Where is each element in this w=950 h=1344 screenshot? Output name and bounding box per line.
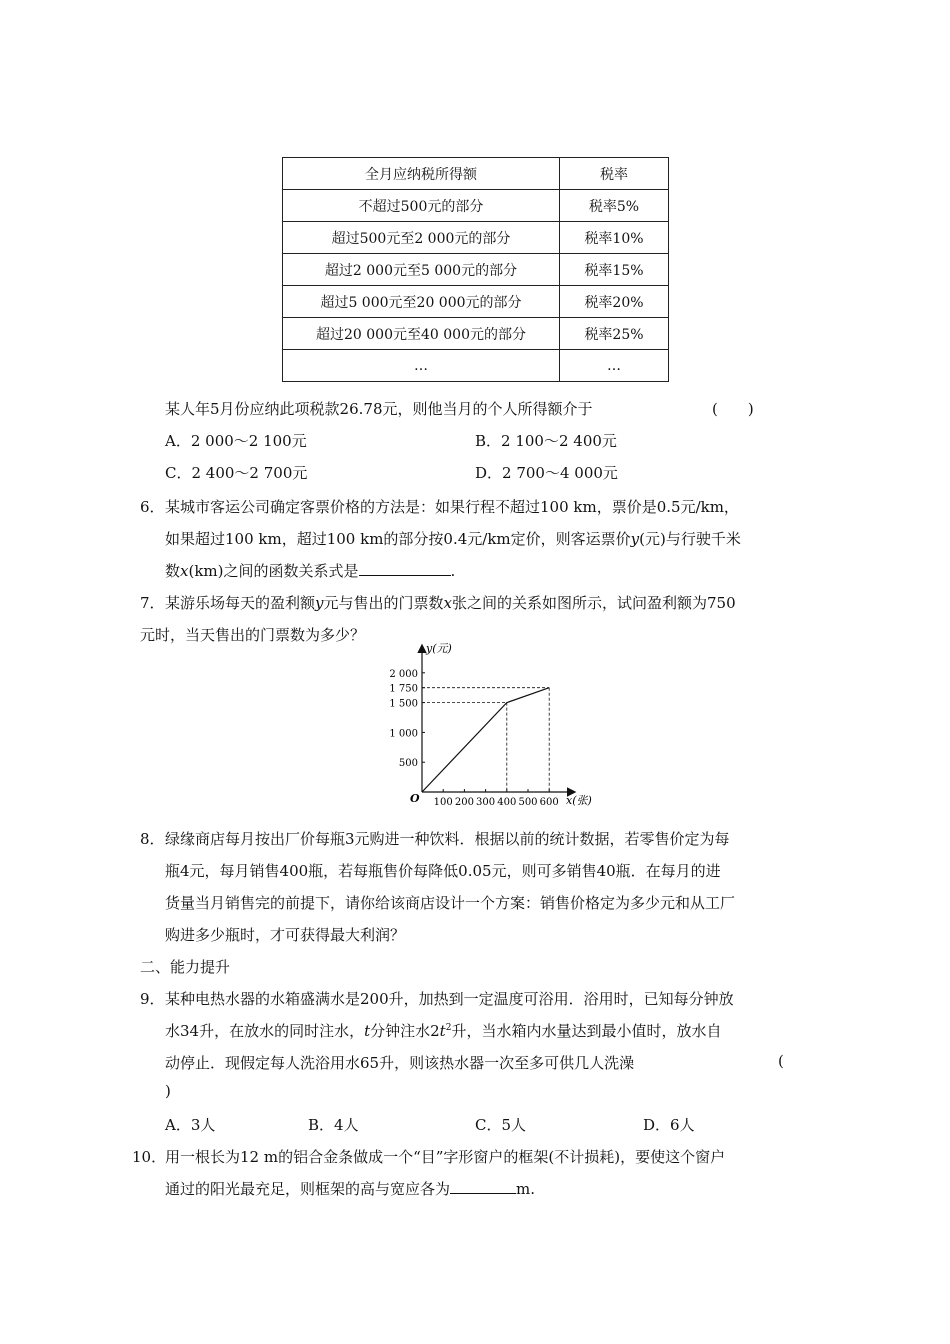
x-tick-label: 500 (518, 797, 538, 808)
q8-line-3: 货量当月销售完的前提下，请你给该商店设计一个方案：销售价格定为多少元和从工厂 (165, 894, 736, 912)
y-tick-label: 1 500 (389, 698, 418, 710)
q9-line-1: 某种电热水器的水箱盛满水是200升，加热到一定温度可浴用．浴用时，已知每分钟放 (165, 990, 734, 1008)
q9-option-d: D．6人 (643, 1116, 695, 1134)
q6-line-3-start: 数 (165, 562, 181, 580)
x-tick-label: 400 (497, 797, 517, 808)
table-cell: 超过500元至2 000元的部分 (283, 222, 560, 254)
var-t: t (364, 1022, 371, 1040)
q8-number: 8． (140, 830, 165, 848)
table-cell: … (560, 350, 669, 382)
q8-line-4: 购进多少瓶时，才可获得最大利润？ (165, 926, 406, 944)
q10-line-1: 用一根长为12 m的铝合金条做成一个“目”字形窗户的框架(不计损耗)，要使这个窗户 (165, 1148, 726, 1166)
q7-line-2: 元时，当天售出的门票数为多少？ (140, 626, 366, 644)
table-row (283, 222, 669, 254)
q9-paren-open: ( (778, 1052, 784, 1070)
table-cell: … (283, 350, 560, 382)
q9-line-2-c: 升，当水箱内水量达到最小值时，放水自 (451, 1022, 722, 1040)
q5-answer-paren: ( ) (712, 400, 754, 418)
x-tick-label: 600 (539, 797, 559, 808)
y-axis-label: y(元) (426, 642, 452, 655)
x-tick-label: 100 (433, 797, 453, 808)
q10-answer-blank[interactable] (450, 1179, 516, 1194)
q5-option-a: A．2 000～2 100元 (165, 432, 307, 450)
table-row (283, 286, 669, 318)
q9-line-2-b: 分钟注水2 (370, 1022, 440, 1040)
q7-line-1-a: 某游乐场每天的盈利额 (165, 594, 316, 612)
q7-number: 7． (140, 594, 165, 612)
q9-number: 9． (140, 990, 165, 1008)
q9-option-c: C．5人 (475, 1116, 527, 1134)
table-cell: 税率20% (560, 286, 669, 318)
var-x: x (180, 562, 189, 580)
var-x: x (443, 594, 452, 612)
table-row (283, 190, 669, 222)
q8-line-1: 绿缘商店每月按出厂价每瓶3元购进一种饮料．根据以前的统计数据，若零售价定为每 (165, 830, 730, 848)
q10-line-2-text: 通过的阳光最充足，则框架的高与宽应各为 (165, 1180, 451, 1198)
q6-line-3-end: (km)之间的函数关系式是 (188, 562, 359, 580)
table-row (283, 254, 669, 286)
q5-stem: 某人年5月份应纳此项税款26.78元，则他当月的个人所得额介于 (165, 400, 593, 418)
q6-line-2 (165, 528, 741, 549)
q7-line-1-c: 张之间的关系如图所示，试问盈利额为750 (451, 594, 736, 612)
table-cell: 不超过500元的部分 (283, 190, 560, 222)
q9-line-3: 动停止．现假定每人洗浴用水65升，则该热水器一次至多可供几人洗澡 (165, 1054, 635, 1072)
table-header-cell: 税率 (560, 158, 669, 190)
q6-line-1: 某城市客运公司确定客票价格的方法是：如果行程不超过100 km，票价是0.5元/km， (165, 498, 739, 516)
q6-line-2-text: 如果超过100 km，超过100 km的部分按0.4元/km定价，则客运票价 (165, 530, 631, 548)
table-cell: 税率15% (560, 254, 669, 286)
q9-option-b: B．4人 (308, 1116, 359, 1134)
table-header-row (283, 158, 669, 190)
q9-line-2-a: 水34升，在放水的同时注水， (165, 1022, 365, 1040)
series-line (422, 688, 549, 792)
var-t: t (439, 1022, 446, 1040)
table-cell: 税率25% (560, 318, 669, 350)
table-row (283, 350, 669, 382)
q6-line-3 (165, 560, 455, 581)
q10-number: 10． (132, 1148, 167, 1166)
y-tick-label: 500 (398, 758, 418, 770)
x-axis-label: x(张) (566, 794, 592, 807)
q5-option-c: C．2 400～2 700元 (165, 464, 308, 482)
exponent: 2 (445, 1023, 452, 1033)
table-header-cell: 全月应纳税所得额 (283, 158, 560, 190)
tax-rate-table (282, 157, 669, 382)
q6-answer-blank[interactable] (359, 561, 451, 576)
q9-paren-close: ) (165, 1082, 171, 1100)
y-tick-label: 1 000 (389, 728, 418, 740)
q10-line-2 (165, 1178, 535, 1199)
x-tick-label: 300 (476, 797, 496, 808)
table-cell: 税率10% (560, 222, 669, 254)
table-cell: 超过20 000元至40 000元的部分 (283, 318, 560, 350)
q8-line-2: 瓶4元，每月销售400瓶，若每瓶售价每降低0.05元，则可多销售40瓶．在每月的进 (165, 862, 721, 880)
q6-line-3-tail: . (450, 562, 456, 580)
q7-line-1 (165, 592, 736, 613)
q5-option-b: B．2 100～2 400元 (475, 432, 617, 450)
table-cell: 税率5% (560, 190, 669, 222)
table-row (283, 318, 669, 350)
section-heading: 二、能力提升 (140, 958, 231, 976)
q5-option-d: D．2 700～4 000元 (475, 464, 618, 482)
y-tick-label: 1 750 (389, 683, 418, 695)
y-tick-label: 2 000 (389, 668, 418, 680)
table-cell: 超过2 000元至5 000元的部分 (283, 254, 560, 286)
var-y: y (315, 594, 324, 612)
origin-label: O (410, 792, 420, 805)
q9-option-a: A．3人 (165, 1116, 216, 1134)
q7-line-1-b: 元与售出的门票数 (323, 594, 444, 612)
profit-line-chart (360, 640, 620, 815)
q10-line-2-end: m. (516, 1180, 536, 1198)
var-y: y (630, 530, 640, 548)
x-tick-label: 200 (454, 797, 474, 808)
q9-line-2 (165, 1020, 721, 1041)
q6-number: 6． (140, 498, 165, 516)
table-cell: 超过5 000元至20 000元的部分 (283, 286, 560, 318)
q6-line-2-end: (元)与行驶千米 (639, 530, 741, 548)
